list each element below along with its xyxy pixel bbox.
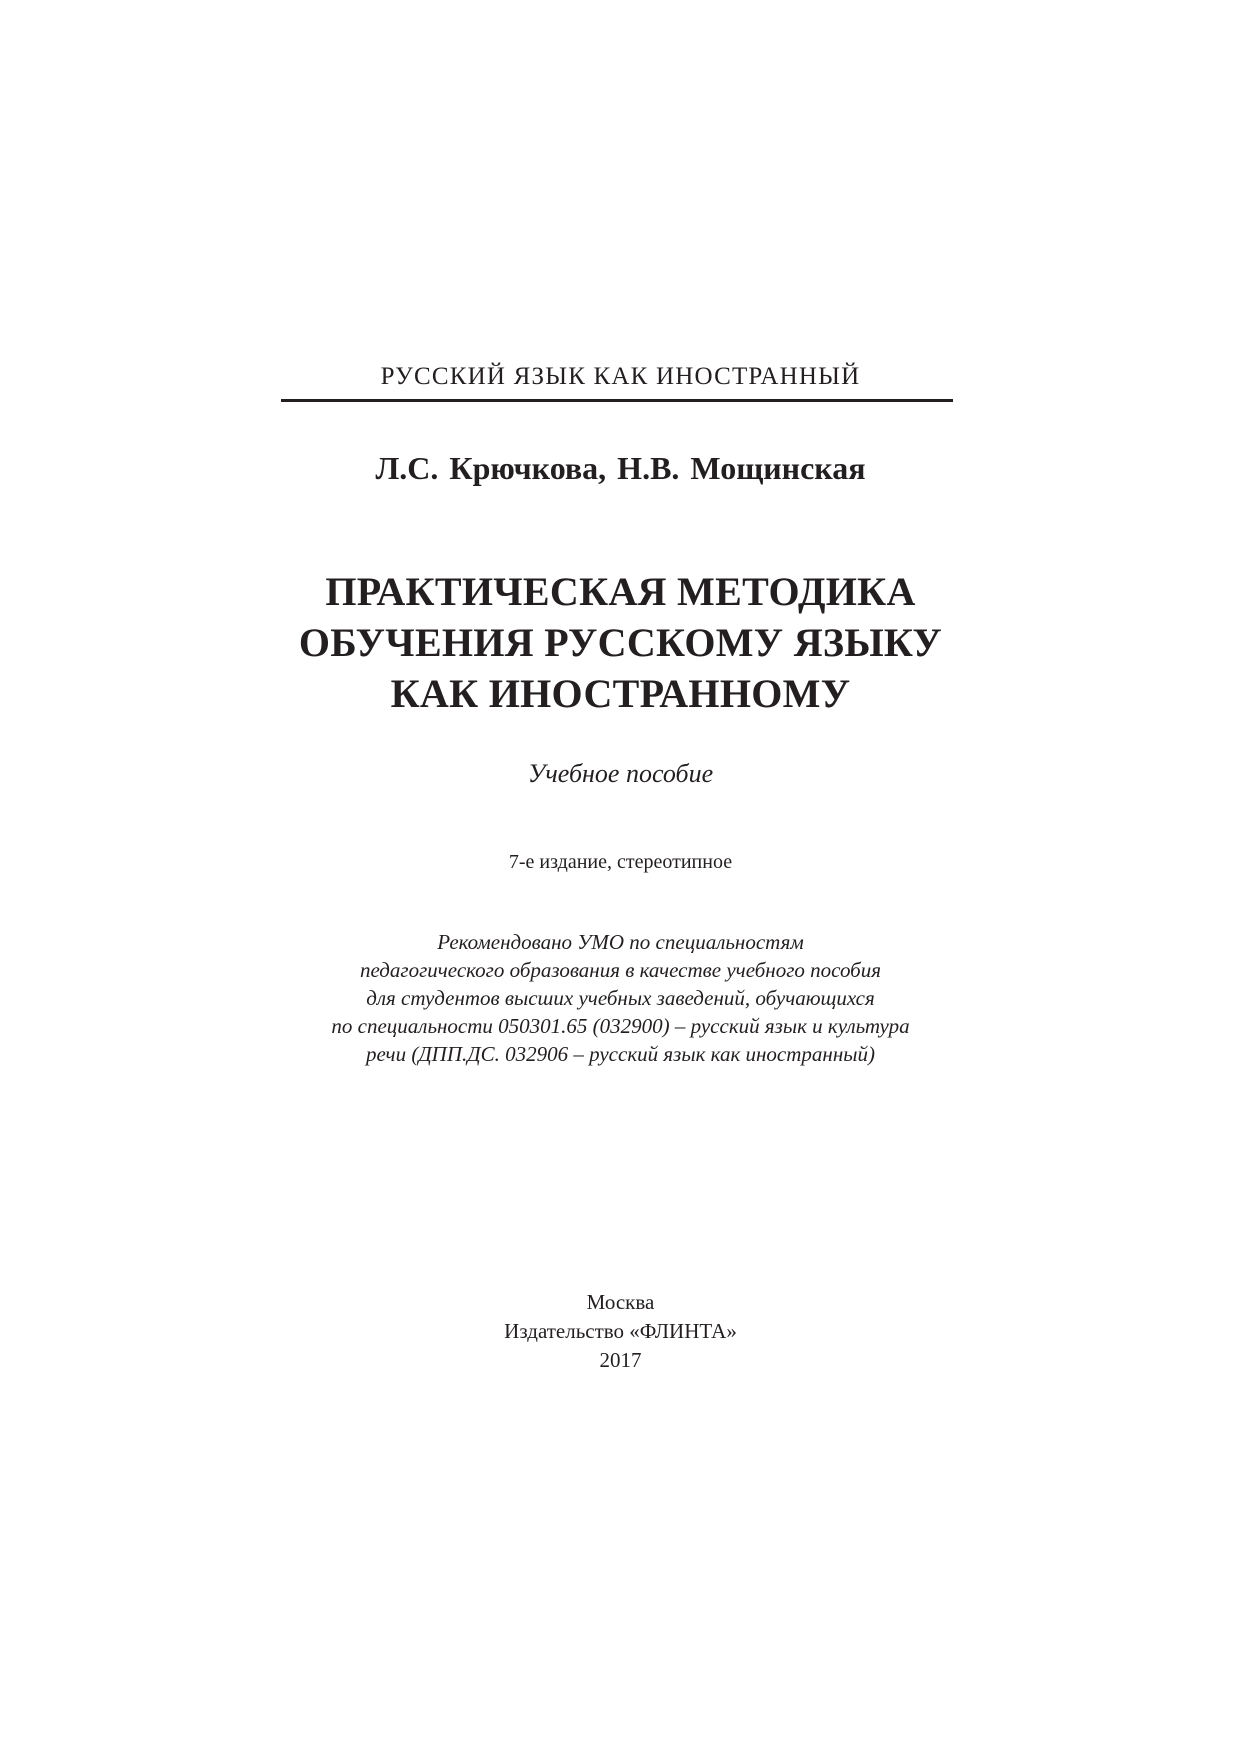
recommendation-line: Рекомендовано УМО по специальностям	[437, 930, 804, 954]
recommendation-line: педагогического образования в качестве учебного пособия	[359, 958, 882, 982]
book-title-line: ОБУЧЕНИЯ РУССКОМУ ЯЗЫКУ	[298, 620, 943, 665]
edition-note: 7-е издание, стереотипное	[508, 851, 733, 873]
imprint	[0, 1288, 1241, 1375]
book-title-line: ПРАКТИЧЕСКАЯ МЕТОДИКА	[325, 569, 916, 614]
imprint-publisher: Издательство «ФЛИНТА»	[504, 1319, 737, 1343]
recommendation-line: по специальности 050301.65 (032900) – русский язык и культура	[331, 1014, 910, 1038]
book-subtitle: Учебное пособие	[527, 759, 714, 788]
series-divider	[281, 399, 953, 402]
book-title	[0, 566, 1241, 719]
recommendation-note	[0, 928, 1241, 1068]
book-title-line: КАК ИНОСТРАННОМУ	[390, 671, 851, 716]
imprint-city: Москва	[586, 1290, 655, 1314]
recommendation-line: для студентов высших учебных заведений, обучающихся	[366, 986, 875, 1010]
recommendation-line: речи (ДПП.ДС. 032906 – русский язык как иностранный)	[366, 1042, 875, 1066]
imprint-year: 2017	[599, 1348, 642, 1372]
authors: Л.С. Крючкова, Н.В. Мощинская	[375, 450, 866, 486]
series-heading: РУССКИЙ ЯЗЫК КАК ИНОСТРАННЫЙ	[380, 363, 861, 390]
